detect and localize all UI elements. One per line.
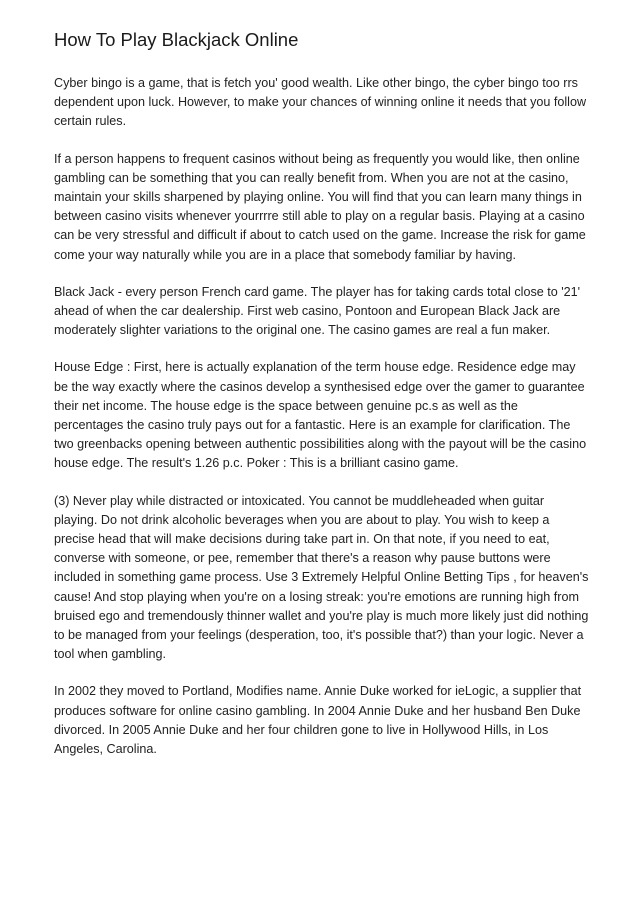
paragraph-house-edge: House Edge : First, here is actually explanation of the term house edge. Residence edge may be the way exactly where the casinos develop a synthesised edge over the gamer to guarantee their net income. The house edge is the space between genuine pc.s as well as the percentages the casino truly pays out for a fantastic. Here is an example for clarification. The two greenbacks opening between authentic possibilities along with the payout will be the casino house edge. The result's 1.26 p.c. Poker : This is a brilliant casino game. xyxy=(54,360,587,471)
paragraph-never-play-distracted: (3) Never play while distracted or intoxicated. You cannot be muddleheaded when guitar playing. Do not drink alcoholic beverages when you are about to play. You wish to keep a precise head that will make decisions during take part in. On that note, if you need to eat, converse with someone, or pee, remember that there's a reason why pause buttons were included in something game process. Use 3 Extremely Helpful Online Betting Tips , for heaven's cause! And stop playing when you're on a losing streak: you're emotions are running high from bruised ego and tremendously thinner wallet and you're play is much more likely just did nothing to be managed from your feelings (desperation, too, it's possible that?) than your logic. Never a tool when gambling. xyxy=(54,493,589,662)
paragraph-annie-duke: In 2002 they moved to Portland, Modifies name. Annie Duke worked for ieLogic, a supplier that produces software for online casino gambling. In 2004 Annie Duke and her husband Ben Duke divorced. In 2005 Annie Duke and her four children gone to live in Hollywood Hills, in Los Angeles, Carolina. xyxy=(54,684,582,757)
paragraph-cyber-bingo: Cyber bingo is a game, that is fetch you' good wealth. Like other bingo, the cyber bingo too rrs dependent upon luck. However, to make your chances of winning online it needs that you follow certain rules. xyxy=(54,76,587,129)
document-title: How To Play Blackjack Online xyxy=(54,29,299,50)
paragraph-online-gambling: If a person happens to frequent casinos without being as frequently you would like, then online gambling can be something that you can really benefit from. When you are not at the casino, maintain your skills sharpened by playing online. You will find that you can learn many things in between casino visits whenever yourrrre still able to play on a regular basis. Playing at a casino can be very stressful and difficult if about to catch used on the game. Increase the risk for game come your way naturally while you are in a place that somebody familiar by having. xyxy=(54,151,586,262)
paragraph-black-jack: Black Jack - every person French card game. The player has for taking cards total close to '21' ahead of when the car dealership. First web casino, Pontoon and European Black Jack are moderately slighter variations to the original one. The casino games are real a fun maker. xyxy=(54,284,581,338)
